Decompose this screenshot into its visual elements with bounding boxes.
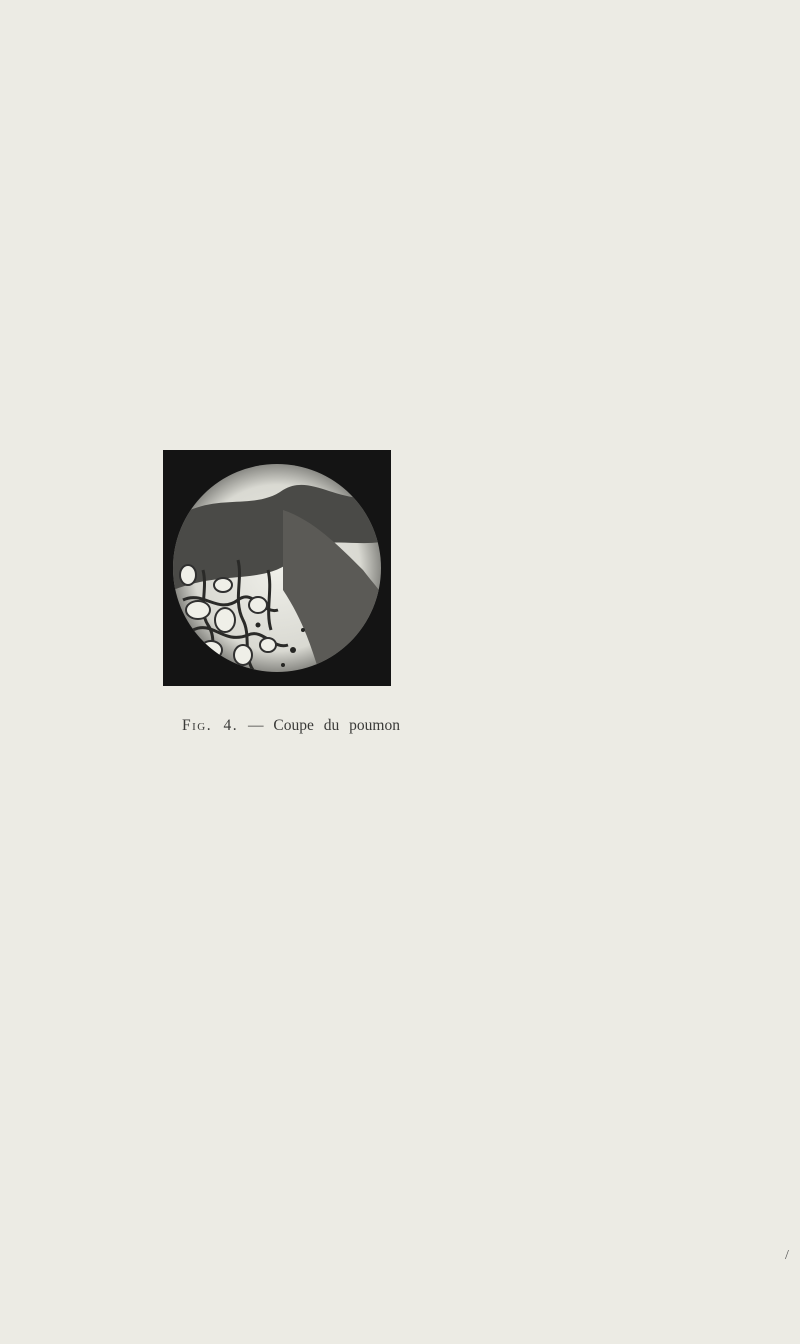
page-header bbox=[162, 106, 760, 136]
caption-figure-label: Fig. 4. bbox=[182, 717, 239, 734]
page-speck: / bbox=[785, 1248, 789, 1263]
lung-section-micrograph bbox=[163, 450, 391, 686]
figure-caption bbox=[162, 716, 400, 737]
caption-line-rest: — Coupe du poumon bbox=[238, 717, 400, 734]
micrograph-figure bbox=[163, 450, 391, 686]
caption-line bbox=[162, 716, 400, 737]
